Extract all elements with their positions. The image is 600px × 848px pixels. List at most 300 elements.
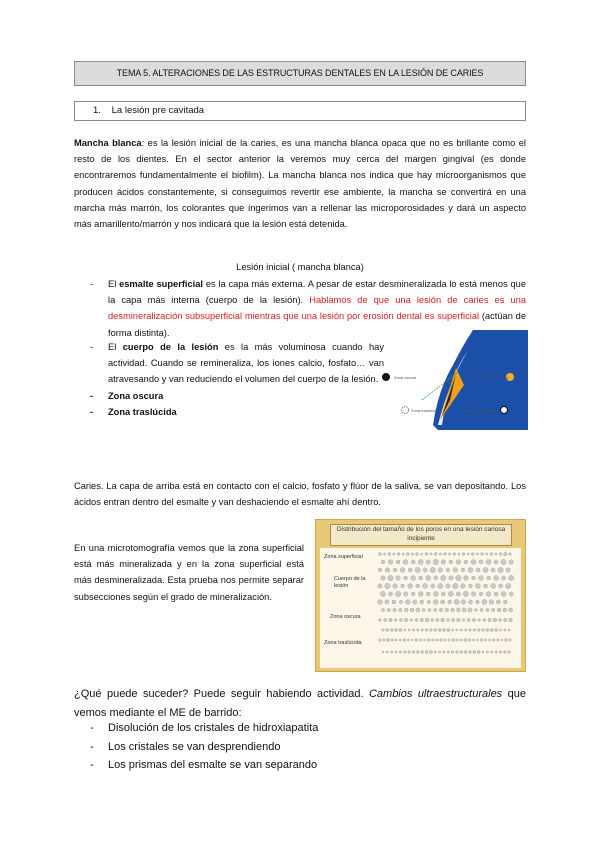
pore-mark xyxy=(405,600,410,605)
pore-mark xyxy=(412,651,415,654)
pore-mark xyxy=(416,553,419,556)
pore-mark xyxy=(486,608,489,611)
pore-mark xyxy=(421,650,424,653)
section-heading xyxy=(74,101,526,121)
pore-mark xyxy=(411,560,415,564)
pore-mark xyxy=(504,552,507,555)
pore-mark xyxy=(379,553,382,556)
pore-mark xyxy=(378,584,382,588)
pore-mark xyxy=(482,651,484,653)
pore-mark xyxy=(383,553,385,555)
pore-mark xyxy=(378,568,382,572)
pore-mark xyxy=(493,618,497,622)
pore-mark xyxy=(446,568,450,572)
pore-mark xyxy=(490,553,493,556)
pore-mark xyxy=(424,639,426,641)
pore-mark xyxy=(491,583,496,588)
pore-mark xyxy=(471,560,476,565)
pore-mark xyxy=(441,592,445,596)
pore-mark xyxy=(468,608,472,612)
pore-mark xyxy=(421,553,423,555)
diagram-label-surface: Esmalte superficial xyxy=(462,408,496,413)
pore-mark xyxy=(408,651,411,654)
pore-mark xyxy=(391,651,393,653)
pore-mark xyxy=(456,639,459,642)
pore-mark xyxy=(423,568,427,572)
pore-mark xyxy=(436,618,439,621)
pore-mark xyxy=(464,629,466,631)
pore-mark xyxy=(447,619,450,622)
pore-mark xyxy=(379,639,382,642)
pore-mark xyxy=(403,592,408,597)
pore-mark xyxy=(509,575,514,580)
pore-mark xyxy=(461,584,466,589)
section-label: La lesión pre cavitada xyxy=(111,105,205,116)
pore-mark xyxy=(434,553,437,556)
pore-mark xyxy=(448,600,452,604)
pore-mark xyxy=(448,639,450,641)
pore-mark xyxy=(486,592,491,597)
pore-mark xyxy=(472,618,476,622)
pore-mark xyxy=(397,553,400,556)
pore-mark xyxy=(486,553,488,555)
pore-mark xyxy=(399,628,402,631)
pore-mark xyxy=(461,600,466,605)
pore-mark xyxy=(471,553,474,556)
pore-mark xyxy=(415,567,420,572)
pore-mark xyxy=(496,600,500,604)
pore-mark xyxy=(453,568,458,573)
pore-mark xyxy=(399,651,402,654)
pore-mark xyxy=(456,629,458,631)
pore-mark xyxy=(394,628,397,631)
pore-mark xyxy=(501,592,506,597)
pore-mark xyxy=(395,591,400,596)
pore-mark xyxy=(393,568,397,572)
pore-mark xyxy=(468,600,472,604)
pore-mark xyxy=(490,628,493,631)
pore-mark xyxy=(438,568,443,573)
pore-mark xyxy=(509,618,513,622)
pore-mark xyxy=(453,553,456,556)
pore-mark xyxy=(440,600,444,604)
pore-mark xyxy=(469,651,472,654)
pore-mark xyxy=(446,584,450,588)
pore-mark xyxy=(480,608,483,611)
pore-mark xyxy=(441,575,446,580)
pore-mark xyxy=(400,568,405,573)
pore-mark xyxy=(501,639,503,641)
pore-mark xyxy=(449,576,453,580)
pore-mark xyxy=(431,584,435,588)
list-item: - Zona traslúcida xyxy=(74,404,384,420)
pore-mark xyxy=(443,651,445,653)
pore-mark xyxy=(416,651,419,654)
pore-mark xyxy=(499,619,502,622)
pore-mark xyxy=(381,560,385,564)
pore-mark xyxy=(404,651,407,654)
pore-mark xyxy=(452,639,455,642)
pore-mark xyxy=(410,608,414,612)
pore-mark xyxy=(479,560,483,564)
pore-mark xyxy=(495,628,498,631)
pore-mark xyxy=(496,639,498,641)
pore-mark xyxy=(445,608,449,612)
pore-mark xyxy=(439,639,442,642)
pore-mark xyxy=(444,639,447,642)
pore-mark xyxy=(478,619,481,622)
pore-mark xyxy=(410,619,413,622)
pore-mark xyxy=(418,559,423,564)
intro-term: Mancha blanca xyxy=(74,138,142,148)
pore-mark xyxy=(503,600,507,604)
pore-mark xyxy=(425,629,428,632)
pore-mark xyxy=(504,618,507,621)
pore-mark xyxy=(491,568,495,572)
pore-mark xyxy=(419,576,423,580)
pore-mark xyxy=(508,629,510,631)
pore-mark xyxy=(460,639,462,641)
pore-mark xyxy=(432,639,434,641)
pore-mark xyxy=(494,560,498,564)
pore-mark xyxy=(420,600,424,604)
pore-mark xyxy=(393,608,396,611)
pore-mark xyxy=(430,567,435,572)
pore-mark xyxy=(407,639,409,641)
pore-mark xyxy=(472,576,476,580)
pore-mark xyxy=(508,553,511,556)
intro-paragraph xyxy=(74,135,526,232)
pore-mark xyxy=(464,639,467,642)
pore-mark xyxy=(509,639,511,641)
pore-mark xyxy=(399,639,401,641)
pore-mark xyxy=(434,651,436,653)
pore-mark xyxy=(426,575,431,580)
pore-mark xyxy=(471,592,476,597)
zone-label: Zona traslúcida xyxy=(324,640,362,646)
pore-mark xyxy=(404,608,408,612)
pore-mark xyxy=(456,592,460,596)
pore-mark xyxy=(438,651,440,653)
pore-mark xyxy=(388,560,393,565)
pore-mark xyxy=(467,618,470,621)
pore-mark xyxy=(447,628,450,631)
pore-mark xyxy=(476,568,480,572)
pore-mark xyxy=(509,592,513,596)
pore-mark xyxy=(464,651,467,654)
pore-mark xyxy=(448,553,450,555)
pore-mark xyxy=(456,608,460,612)
question-paragraph: ¿Qué puede suceder? Puede seguir habiendo actividad. Cambios ultraestructurales que vemos mediante el ME de barrido: xyxy=(74,688,526,719)
zone-label: Cuerpo de la lesión xyxy=(334,576,366,589)
figure-title: Distribución del tamaño de los poros en una lesión cariosa incipiente xyxy=(330,524,512,546)
pore-mark xyxy=(441,560,446,565)
pore-mark xyxy=(385,583,391,589)
pore-mark xyxy=(396,576,401,581)
pore-pattern xyxy=(376,550,516,666)
pore-mark xyxy=(434,608,437,611)
pore-mark xyxy=(506,568,511,573)
pore-mark xyxy=(442,628,445,631)
pore-distribution-figure xyxy=(315,519,526,672)
pore-mark xyxy=(467,553,469,555)
pore-mark xyxy=(486,559,491,564)
pore-mark xyxy=(404,618,408,622)
pore-mark xyxy=(399,608,403,612)
pore-mark xyxy=(428,608,431,611)
pore-mark xyxy=(456,560,461,565)
pore-mark xyxy=(451,618,454,621)
pore-mark xyxy=(492,639,495,642)
surface-enamel-icon xyxy=(501,407,508,414)
pore-mark xyxy=(401,584,405,588)
pore-mark xyxy=(495,651,497,653)
pore-mark xyxy=(395,651,397,653)
pore-mark xyxy=(434,629,437,632)
pore-mark xyxy=(427,600,430,603)
pore-mark xyxy=(431,619,434,622)
pore-mark xyxy=(421,629,424,632)
pore-mark xyxy=(390,629,393,632)
pore-mark xyxy=(473,629,476,632)
caries-paragraph: Caries. La capa de arriba está en contacto con el calcio, fosfato y flúor de la saliva, se van depositando. Los ácidos entran dentro del esmalte y van deshaciendo el esmalte ahí dentro. xyxy=(74,481,526,508)
pore-mark xyxy=(392,600,396,604)
pore-mark xyxy=(503,651,506,654)
pore-mark xyxy=(385,568,390,573)
pore-mark xyxy=(444,553,447,556)
pore-mark xyxy=(448,591,453,596)
pore-mark xyxy=(491,608,495,612)
pore-mark xyxy=(419,639,421,641)
pore-mark xyxy=(429,650,432,653)
pore-mark xyxy=(406,553,409,556)
pore-mark xyxy=(381,608,384,611)
pore-mark xyxy=(462,553,465,556)
pore-mark xyxy=(423,583,428,588)
pore-mark xyxy=(399,618,402,621)
pore-mark xyxy=(411,553,413,555)
pore-mark xyxy=(402,553,404,555)
pore-mark xyxy=(494,575,499,580)
pore-mark xyxy=(452,629,454,631)
pore-mark xyxy=(433,592,438,597)
pore-mark xyxy=(438,629,441,632)
pore-mark xyxy=(460,651,463,654)
pore-mark xyxy=(509,560,514,565)
pore-mark xyxy=(438,583,443,588)
translucent-zone-icon xyxy=(402,407,409,414)
list-item: - Zona oscura xyxy=(74,388,384,404)
pore-mark xyxy=(504,629,506,631)
pore-mark xyxy=(427,639,430,642)
pore-mark xyxy=(489,600,494,605)
pore-mark xyxy=(420,618,423,621)
pore-mark xyxy=(458,553,460,555)
lesion-title: Lesión inicial ( mancha blanca) xyxy=(236,262,364,272)
microtomography-paragraph: En una microtomografía vemos que la zona superficial está más mineralizada y en la zona superficial está más desmineralizada. Esta prueba nos permite separar subsecciones según el grado de mineralización. xyxy=(74,543,304,602)
list-item: - Los cristales se van desprendiendo xyxy=(74,738,526,757)
pore-mark xyxy=(498,567,503,572)
pore-mark xyxy=(495,553,497,555)
pore-mark xyxy=(499,553,502,556)
pore-mark xyxy=(506,583,511,588)
pore-mark xyxy=(386,629,389,632)
pore-mark xyxy=(479,576,484,581)
pore-mark xyxy=(404,629,406,631)
pore-mark xyxy=(425,650,428,653)
pore-mark xyxy=(408,629,410,631)
pore-mark xyxy=(482,599,487,604)
pore-mark xyxy=(456,618,460,622)
pore-mark xyxy=(503,608,507,612)
pore-mark xyxy=(426,560,430,564)
pore-mark xyxy=(433,600,438,605)
pore-mark xyxy=(476,639,478,641)
pore-mark xyxy=(501,576,505,580)
pore-mark xyxy=(436,639,438,641)
pore-mark xyxy=(509,608,513,612)
pore-mark xyxy=(480,639,483,642)
pore-mark xyxy=(477,650,480,653)
pore-mark xyxy=(408,568,412,572)
pore-mark xyxy=(426,592,430,596)
pore-mark xyxy=(417,629,419,631)
pore-mark xyxy=(403,560,408,565)
pore-mark xyxy=(449,560,453,564)
pore-mark xyxy=(381,576,385,580)
pore-mark xyxy=(391,639,394,642)
pore-mark xyxy=(473,650,476,653)
pore-mark xyxy=(396,560,400,564)
pore-mark xyxy=(425,553,428,556)
zone-label: Zona oscura xyxy=(330,614,361,620)
pore-mark xyxy=(472,639,474,641)
pore-mark xyxy=(447,651,450,654)
pore-mark xyxy=(439,553,441,555)
pore-mark xyxy=(488,618,491,621)
pore-mark xyxy=(441,618,445,622)
list-item: - Disolución de los cristales de hidroxiapatita xyxy=(74,719,526,738)
pore-mark xyxy=(430,629,433,632)
pore-mark xyxy=(408,584,413,589)
pore-mark xyxy=(494,592,498,596)
pore-mark xyxy=(418,592,423,597)
pore-mark xyxy=(411,639,413,641)
pore-mark xyxy=(481,553,484,556)
pore-mark xyxy=(464,576,469,581)
pore-mark xyxy=(460,629,462,631)
pore-mark xyxy=(379,619,382,622)
pore-mark xyxy=(468,568,473,573)
pore-mark xyxy=(422,609,425,612)
pore-mark xyxy=(462,619,465,622)
pore-mark xyxy=(380,591,385,596)
pore-mark xyxy=(433,559,438,564)
pore-mark xyxy=(416,584,420,588)
pore-mark xyxy=(461,568,465,572)
pore-mark xyxy=(403,639,406,642)
pore-mark xyxy=(434,576,438,580)
diagram-label-dark: Zona oscura xyxy=(394,375,417,380)
pore-mark xyxy=(463,591,468,596)
pore-mark xyxy=(456,651,459,654)
pore-mark xyxy=(430,553,432,555)
pore-mark xyxy=(411,592,415,596)
pore-mark xyxy=(439,608,442,611)
pore-mark xyxy=(453,583,459,589)
pore-mark xyxy=(416,608,420,612)
pore-mark xyxy=(413,600,417,604)
pore-mark xyxy=(382,629,385,632)
pore-mark xyxy=(474,609,477,612)
diagram-label-body: Cuerpo de la lesión xyxy=(474,375,509,380)
pore-mark xyxy=(385,600,389,604)
pore-mark xyxy=(483,567,488,572)
pore-mark xyxy=(487,576,491,580)
figure-body xyxy=(320,548,521,668)
diagram-label-translucent: Zona traslúcida xyxy=(411,408,439,413)
lesion-diagram xyxy=(378,330,528,430)
pore-mark xyxy=(482,629,485,632)
pore-mark xyxy=(415,639,418,642)
pore-mark xyxy=(383,639,385,641)
pore-mark xyxy=(491,651,493,653)
pore-mark xyxy=(387,639,390,642)
pore-mark xyxy=(484,584,488,588)
pore-mark xyxy=(468,639,471,642)
intro-text: : es la lesión inicial de la caries, es una mancha blanca opaca que no es brillante como el resto de los dientes. En el sector anterior la veremos muy cerca del margen gingival (es donde encontraremos fundamentalmente el biofilm). La mancha blanca nos indica que hay microorganismos que producen ácidos constantemente, si conseguimos revertir ese ambiente, la mancha se convertirá en una marcha más marrón, los colorantes que ingerimos van a rellenar las microporosidades y dará un aspecto más amarillento/marrón y nos indicará que la lesión está detenida. xyxy=(74,138,527,230)
document-header: TEMA 5. ALTERACIONES DE LAS ESTRUCTURAS DENTALES EN LA LESIÓN DE CARIES xyxy=(74,61,526,86)
pore-mark xyxy=(484,639,486,641)
pore-mark xyxy=(464,560,468,564)
pore-mark xyxy=(456,575,462,581)
pore-mark xyxy=(387,608,390,611)
pore-mark xyxy=(451,608,455,612)
pore-mark xyxy=(454,599,459,604)
pore-mark xyxy=(479,592,483,596)
pore-mark xyxy=(469,584,473,588)
pore-mark xyxy=(384,618,387,621)
pore-mark xyxy=(395,639,397,641)
pore-mark xyxy=(399,600,402,603)
pore-mark xyxy=(476,584,481,589)
pore-mark xyxy=(412,629,414,631)
pore-mark xyxy=(404,576,408,580)
pore-mark xyxy=(382,651,384,653)
pore-mark xyxy=(476,600,480,604)
pore-mark xyxy=(486,629,489,632)
pore-mark xyxy=(378,600,383,605)
lesion-bullets-left xyxy=(74,339,384,420)
pore-mark xyxy=(388,553,391,556)
pore-mark xyxy=(483,619,486,622)
pore-mark xyxy=(486,651,488,653)
pore-mark xyxy=(393,553,395,555)
pore-mark xyxy=(411,576,416,581)
list-item: - Los prismas del esmalte se van separando xyxy=(74,756,526,775)
pore-mark xyxy=(497,608,501,612)
pore-mark xyxy=(386,651,388,653)
pore-mark xyxy=(477,629,480,632)
pore-mark xyxy=(508,651,511,654)
pore-mark xyxy=(499,629,501,631)
pore-mark xyxy=(462,608,466,612)
zone-label: Zona superficial xyxy=(324,554,363,560)
pore-mark xyxy=(505,639,508,642)
pore-mark xyxy=(389,618,393,622)
pore-mark xyxy=(425,618,429,622)
pore-mark xyxy=(394,619,397,622)
